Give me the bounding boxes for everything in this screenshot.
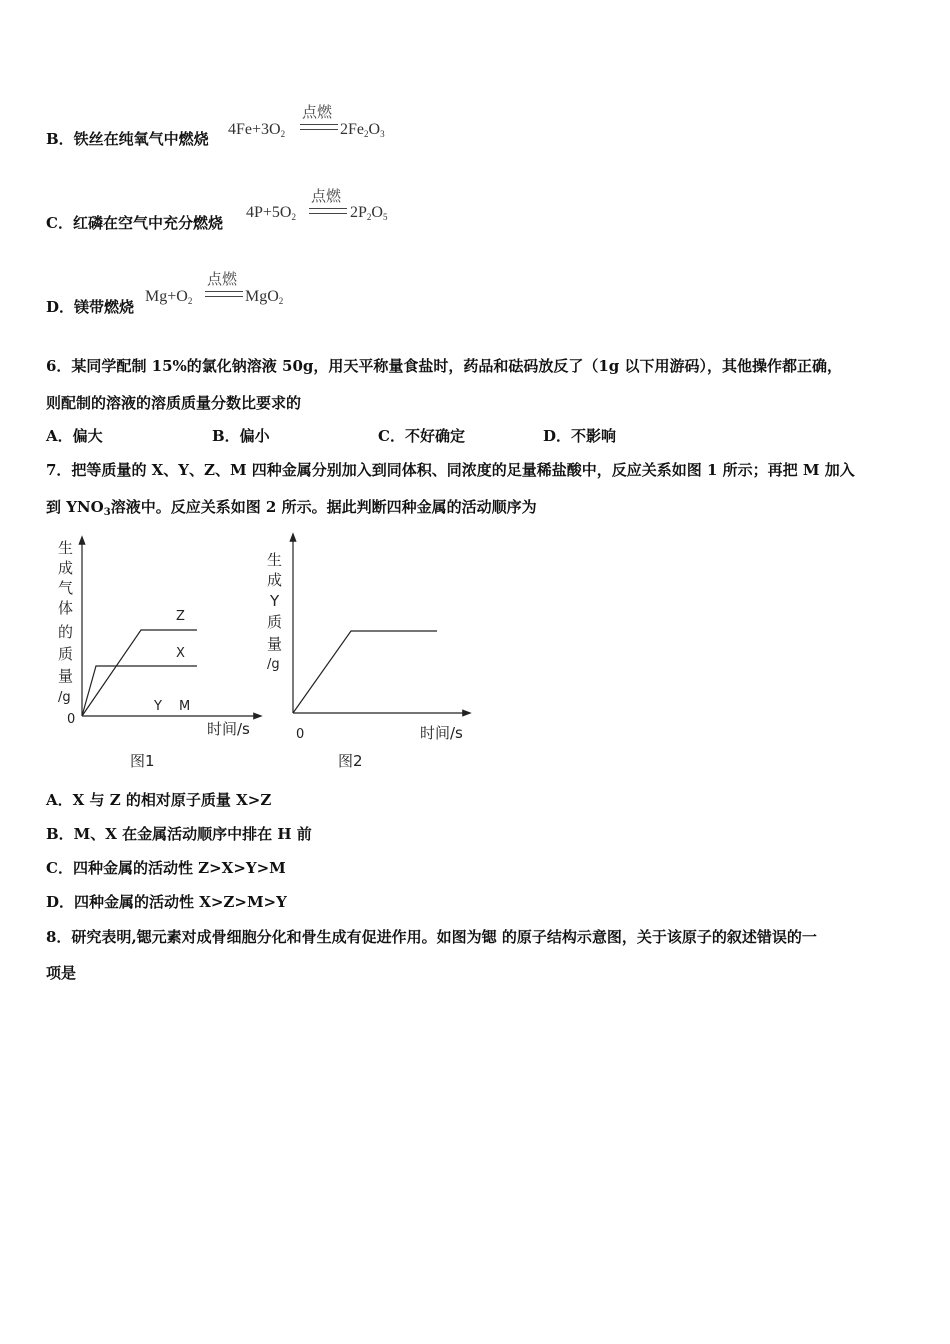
fig2-xlabel: 时间/s	[420, 724, 463, 742]
equation-c-products: $2P_2O_5$	[350, 204, 388, 222]
fig1-ylabel-7: /g	[58, 690, 71, 705]
fig1-ylabel-3: 体	[58, 599, 74, 617]
fig2-ylabel-1: 成	[267, 571, 283, 589]
fig1-label-y: Y	[154, 699, 162, 714]
fig1-origin: 0	[67, 712, 76, 727]
condition-d: 点燃	[207, 270, 238, 288]
fig1-ylabel-2: 气	[58, 579, 74, 597]
condition-c: 点燃	[311, 187, 342, 205]
q7-option-d: D．四种金属的活动性 X>Z>M>Y	[46, 893, 287, 911]
fig1-xlabel: 时间/s	[207, 720, 250, 738]
q6-option-c: C．不好确定	[378, 427, 465, 445]
fig1-label-x: X	[176, 646, 185, 661]
figure-1	[58, 539, 258, 770]
fig2-ylabel-4: 量	[267, 635, 283, 653]
fig2-ylabel-5: /g	[267, 657, 280, 672]
fig2-ylabel-0: 生	[267, 551, 283, 569]
equation-d-products: MgO$_2$	[245, 288, 284, 306]
fig2-ylabel-3: 质	[267, 613, 283, 631]
fig1-label-m: M	[179, 699, 191, 714]
equation-c-reactants: $4P+5O_2$	[246, 204, 296, 222]
question-8-line-1: 8．研究表明,锶元素对成骨细胞分化和骨生成有促进作用。如图为锶 的原子结构示意图，关于该原子的叙述错误的一	[46, 928, 817, 946]
q6-option-b: B．偏小	[212, 427, 270, 445]
fig2-origin: 0	[296, 727, 305, 742]
question-7-line-2: 到 $YNO_3$溶液中。反应关系如图 2 所示。据此判断四种金属的活动顺序为	[46, 498, 537, 518]
fig1-ylabel-5: 质	[58, 645, 74, 663]
fig2-ylabel-2: Y	[270, 592, 280, 610]
option-c-label: C．红磷在空气中充分燃烧	[46, 214, 223, 232]
fig2-caption: 图2	[338, 752, 363, 770]
question-6-line-1: 6．某同学配制 15%的氯化钠溶液 50g，用天平称量食盐时，药品和砝码放反了（1g 以下用游码），其他操作都正确，	[46, 357, 843, 375]
figure-2	[267, 537, 467, 770]
fig1-caption: 图1	[130, 752, 155, 770]
fig1-ylabel-0: 生	[58, 539, 74, 557]
equation-d-reactants: $Mg+O_2$	[145, 288, 193, 306]
q6-option-d: D．不影响	[543, 427, 617, 445]
q7-option-a: A．X 与 Z 的相对原子质量 X>Z	[46, 791, 272, 809]
question-6-line-2: 则配制的溶液的溶质质量分数比要求的	[46, 394, 302, 412]
option-d-label: D．镁带燃烧	[46, 298, 135, 316]
condition-b: 点燃	[302, 103, 333, 121]
q6-option-a: A．偏大	[46, 427, 103, 445]
equation-b-reactants: $4Fe+3O_2$	[228, 121, 286, 139]
fig1-label-z: Z	[176, 609, 185, 624]
fig2-series-y	[293, 631, 437, 713]
equation-b-products: $2Fe_2O_3$	[340, 121, 385, 139]
fig1-ylabel-1: 成	[58, 559, 74, 577]
question-7-line-1: 7．把等质量的 X、Y、Z、M 四种金属分别加入到同体积、同浓度的足量稀盐酸中，反应关系如图 1 所示；再把 M 加入	[46, 461, 855, 479]
fig1-ylabel-4: 的	[58, 623, 74, 641]
question-8-line-2: 项是	[46, 964, 77, 982]
q7-option-c: C．四种金属的活动性 Z>X>Y>M	[46, 859, 286, 877]
q7-option-b: B．M、X 在金属活动顺序中排在 H 前	[46, 825, 312, 843]
option-b-label: B．铁丝在纯氧气中燃烧	[46, 130, 209, 148]
fig1-ylabel-6: 量	[58, 667, 74, 685]
